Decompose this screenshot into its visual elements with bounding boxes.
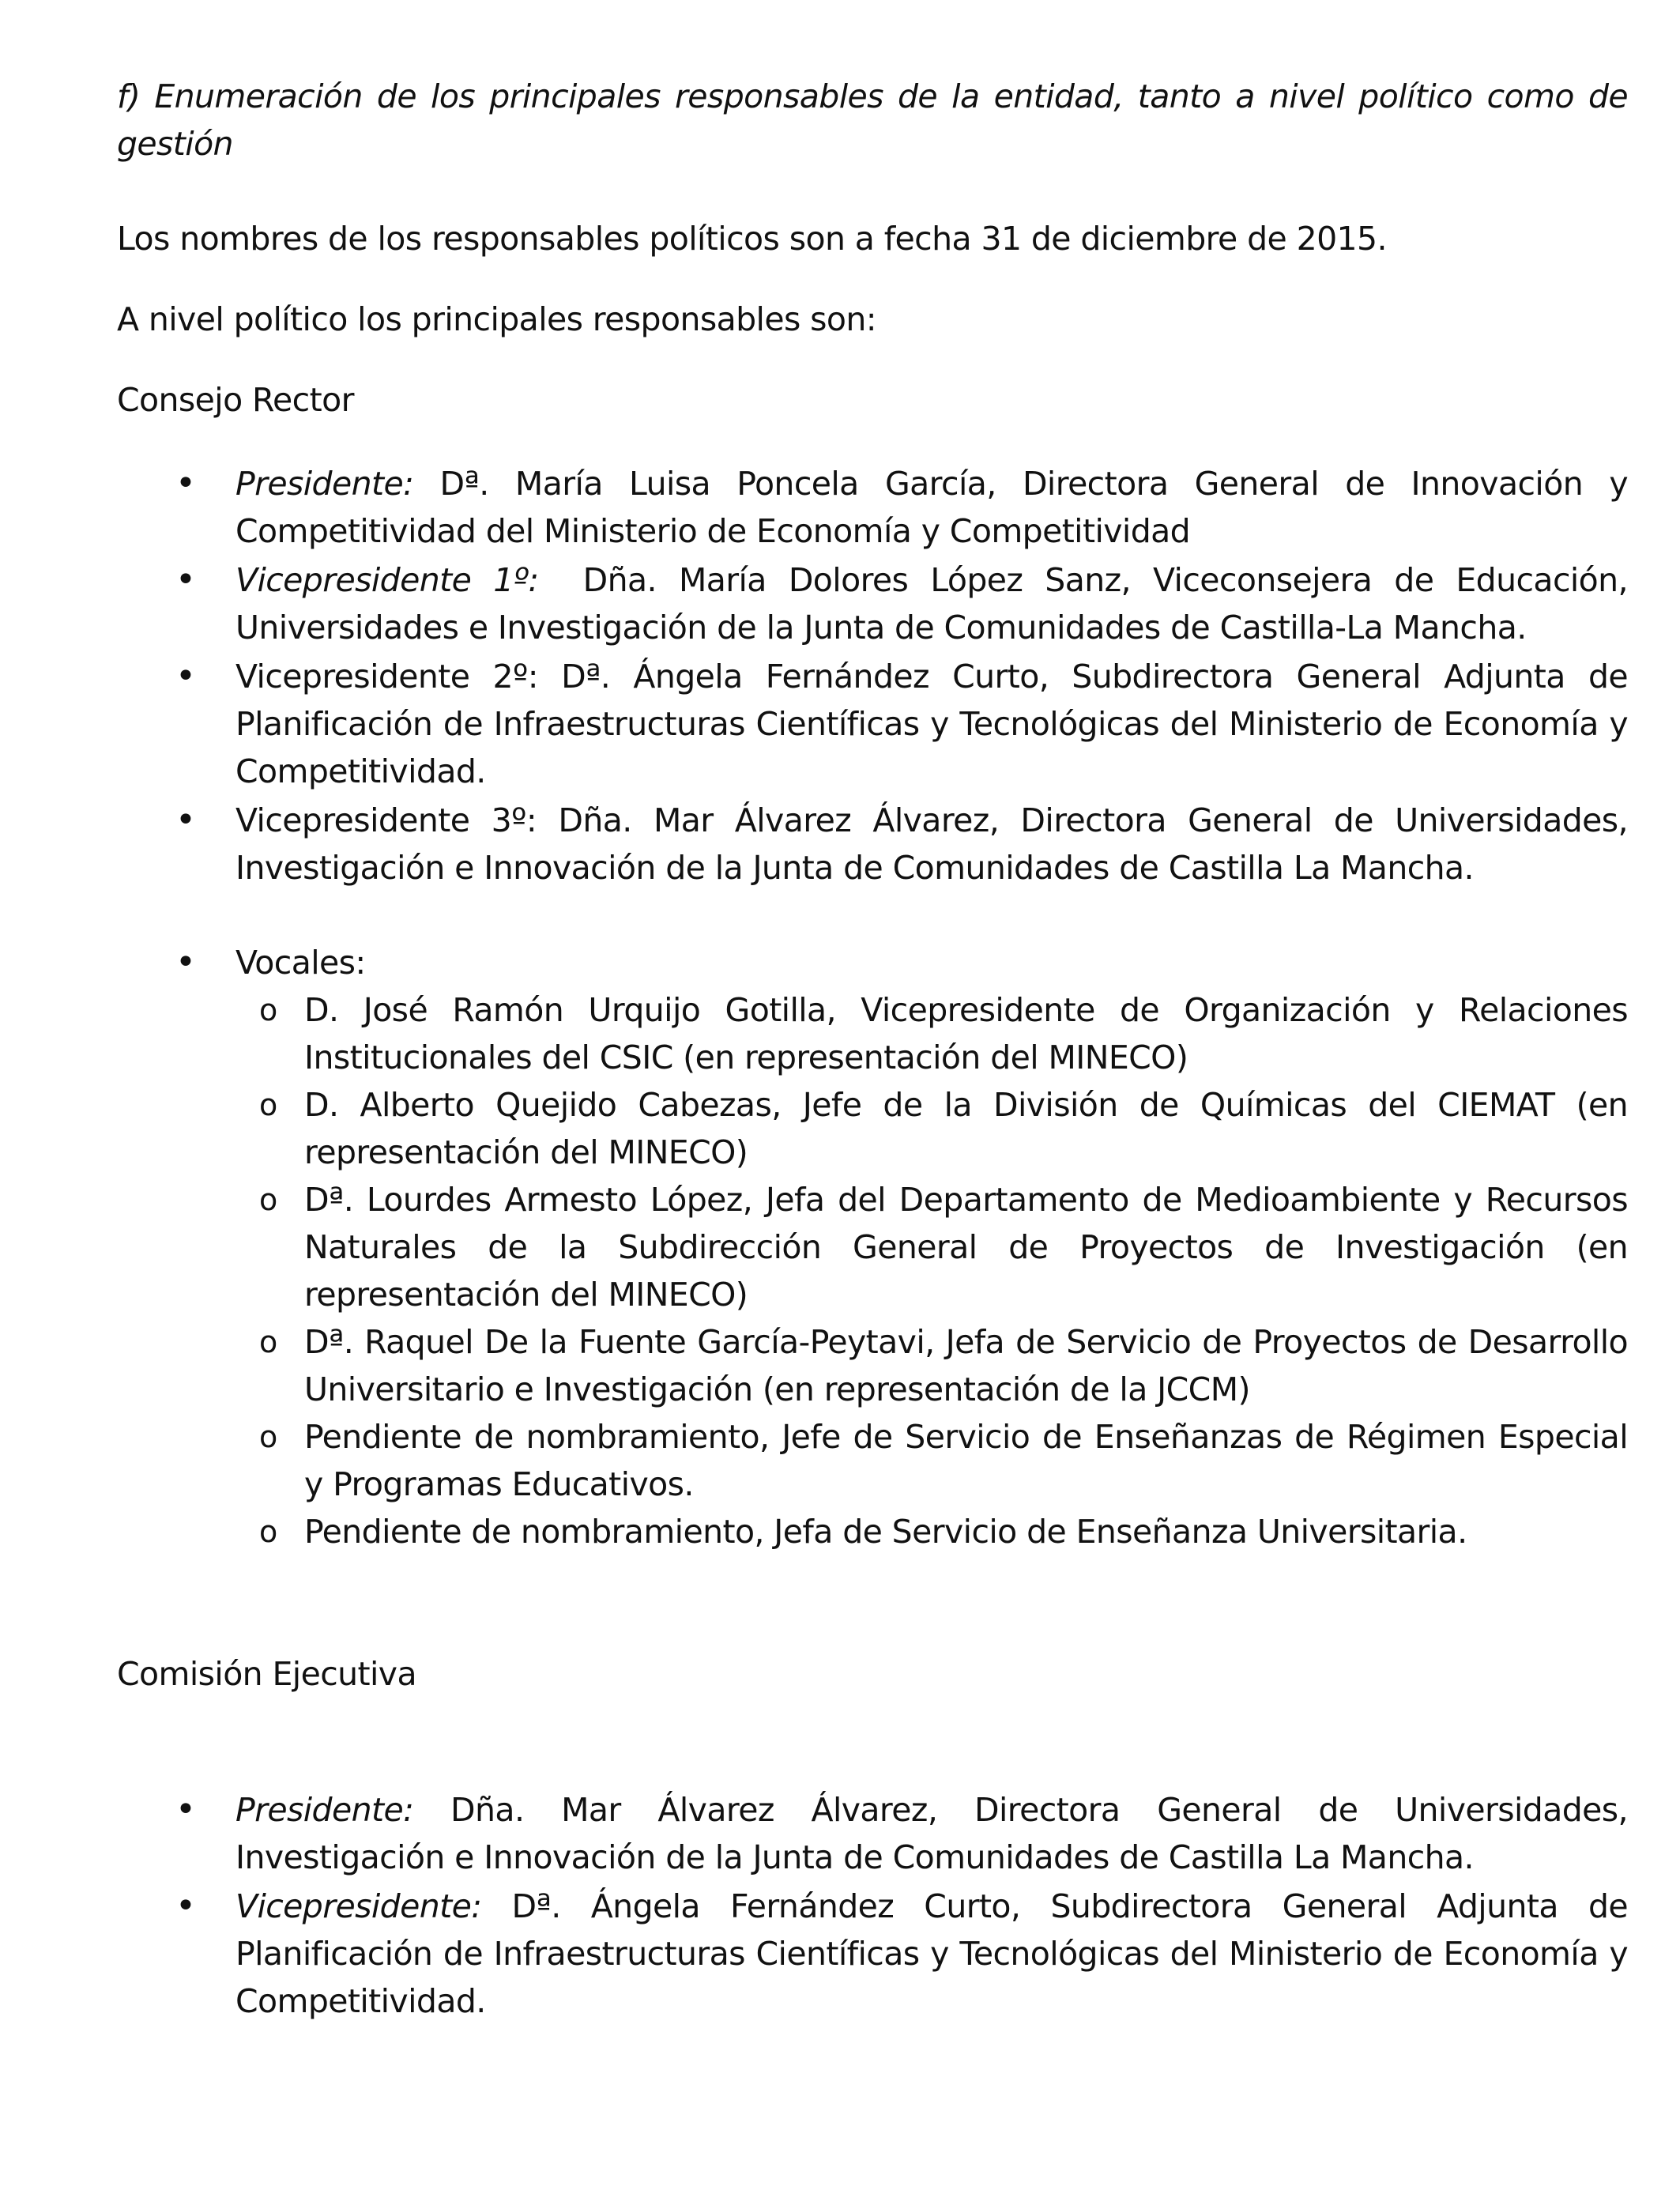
intro-level-paragraph: A nivel político los principales responsables son: [117,300,877,338]
vocal-item: o Dª. Raquel De la Fuente García-Peytavi, Jefa de Servicio de Proyectos de Desarrollo Universitario e Investigación (en representación de la JCCM) [235,1318,1628,1413]
document-page [117,73,1638,2025]
vocal-item: o Pendiente de nombramiento, Jefa de Servicio de Enseñanza Universitaria. [235,1508,1628,1555]
vocal-item: o Dª. Lourdes Armesto López, Jefa del Departamento de Medioambiente y Recursos Naturales de la Subdirección General de Proyectos de Investigación (en representación del MINECO) [235,1176,1628,1318]
vocales-label: Vocales: [235,944,366,982]
section-heading: f) Enumeración de los principales responsables de la entidad, tanto a nivel político como de gestión [117,77,1628,163]
consejo-member-president [117,460,1628,555]
member-text: Dª. María Luisa Poncela García, Directora General de Innovación y Competitividad del Ministerio de Economía y Competitividad [235,465,1628,550]
consejo-rector-list [117,460,1638,1555]
member-role: Vicepresidente 1º: [235,561,539,599]
consejo-vocales-item [117,939,1628,1555]
member-role: Vicepresidente 2º: [235,658,538,696]
comision-member-vicepresident [117,1883,1628,2025]
member-text: Dña. Mar Álvarez Álvarez, Directora General de Universidades, Investigación e Innovación de la Junta de Comunidades de Castilla La Mancha. [235,1791,1628,1876]
comision-ejecutiva-list [117,1786,1628,2025]
consejo-member-vicepresident-3 [117,797,1628,892]
member-text: Dña. María Dolores López Sanz, Viceconsejera de Educación, Universidades e Investigación de la Junta de Comunidades de Castilla-La Mancha. [235,561,1638,647]
member-text: Dña. Mar Álvarez Álvarez, Directora General de Universidades, Investigación e Innovación de la Junta de Comunidades de Castilla La Mancha. [235,801,1628,887]
member-text: Dª. Ángela Fernández Curto, Subdirectora General Adjunta de Planificación de Infraestructuras Científicas y Tecnológicas del Ministerio de Economía y Competitividad. [235,658,1628,790]
member-role: Vicepresidente: [235,1887,482,1925]
comision-ejecutiva-title: Comisión Ejecutiva [117,1655,417,1693]
member-role: Vicepresidente 3º: [235,801,537,839]
vocal-item: o Pendiente de nombramiento, Jefe de Servicio de Enseñanzas de Régimen Especial y Programas Educativos. [235,1413,1628,1508]
consejo-rector-title: Consejo Rector [117,381,354,419]
vocales-list [235,986,1628,1555]
consejo-member-vicepresident-2 [117,653,1628,795]
vocal-item: o D. Alberto Quejido Cabezas, Jefe de la División de Químicas del CIEMAT (en representación del MINECO) [235,1081,1628,1176]
comision-member-president [117,1786,1628,1881]
intro-date-paragraph: Los nombres de los responsables políticos son a fecha 31 de diciembre de 2015. [117,220,1387,258]
member-role: Presidente: [235,1791,414,1829]
consejo-member-vicepresident-1 [117,556,1638,651]
member-role: Presidente: [235,465,414,503]
member-text: Dª. Ángela Fernández Curto, Subdirectora General Adjunta de Planificación de Infraestructuras Científicas y Tecnológicas del Ministerio de Economía y Competitividad. [235,1887,1628,2020]
vocal-item: o D. José Ramón Urquijo Gotilla, Vicepresidente de Organización y Relaciones Institucionales del CSIC (en representación del MINECO) [235,986,1628,1081]
